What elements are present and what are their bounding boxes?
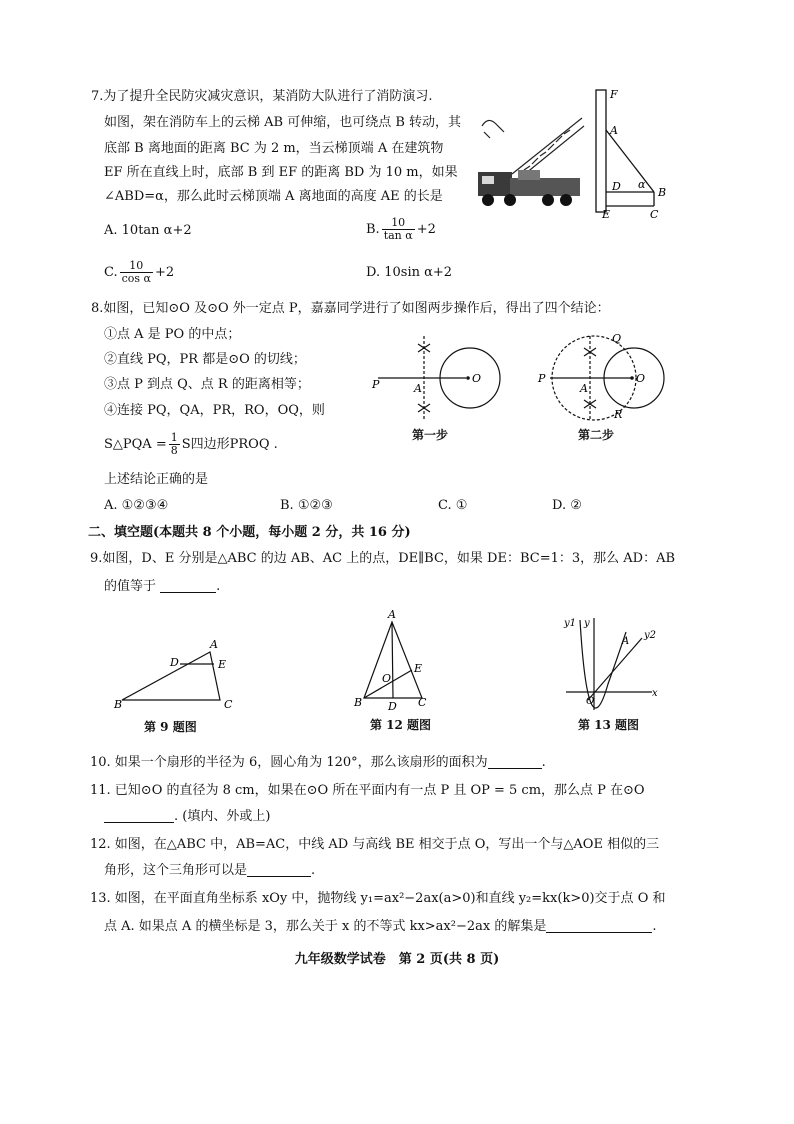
fig13-label-y1: y1 — [564, 618, 577, 629]
q7-geometry-figure — [592, 84, 674, 224]
q8-conclusion-2: ②直线 PQ，PR 都是⊙O 的切线； — [104, 352, 306, 367]
q7-option-c-prefix: C. — [104, 265, 118, 280]
q9-line1: 9.如图，D、E 分别是△ABC 的边 AB、AC 上的点，DE∥BC，如果 DE：BC=1：3，那么 AD：AB — [90, 551, 676, 566]
q13-answer-blank[interactable] — [546, 918, 652, 933]
fig9-triangle — [108, 634, 244, 710]
q11-line2 — [104, 808, 270, 826]
q8-conclusion-1: ①点 A 是 PO 的中点； — [104, 327, 241, 342]
q13-line2-text: 点 A. 如果点 A 的横坐标是 3，那么关于 x 的不等式 kx>ax²−2ax 的解集是 — [104, 919, 547, 934]
q8-option-a: A. ①②③④ — [104, 498, 169, 513]
q7-line5: ∠ABD=α，那么此时云梯顶端 A 离地面的高度 AE 的长是 — [104, 189, 443, 204]
q7-label-C: C — [650, 208, 659, 221]
fig13-label-y: y — [584, 618, 590, 629]
fig12-label-C: C — [418, 696, 427, 709]
fig9-label-C: C — [224, 698, 233, 710]
q7-option-b — [366, 217, 436, 242]
q9-end: . — [216, 579, 221, 594]
q13-line1: 13. 如图，在平面直角坐标系 xOy 中，抛物线 y₁=ax²−2ax(a>0)和直线 y₂=kx(k>0)交于点 O 和 — [90, 891, 666, 906]
q9-line2-text: 的值等于 — [104, 579, 157, 594]
q8-area-left: S△PQA = — [104, 437, 167, 452]
q12-line1: 12. 如图，在△ABC 中，AB=AC，中线 AD 与高线 BE 相交于点 O，写出一个与△AOE 相似的三 — [90, 837, 660, 852]
q8-f1-label-O: O — [472, 372, 482, 385]
q8-f2-label-A: A — [580, 382, 588, 395]
fig12-label-E: E — [414, 662, 423, 675]
q8-f2-label-Q: Q — [612, 332, 622, 345]
q7-option-c-suffix: +2 — [154, 265, 175, 280]
q7-label-B: B — [658, 186, 667, 199]
page-footer: 九年级数学试卷 第 2 页(共 8 页) — [294, 952, 500, 967]
q7-option-a: A. 10tan α+2 — [104, 223, 192, 238]
fig12-label-A: A — [388, 608, 396, 621]
q8-f2-label-O: O — [636, 372, 646, 385]
q8-option-b: B. ①②③ — [280, 498, 333, 513]
fig13-caption: 第 13 题图 — [578, 718, 640, 732]
fire-truck-image — [474, 112, 586, 214]
q10-line — [90, 754, 546, 772]
q7-option-c-num: 10 — [120, 260, 153, 273]
fig9-label-E: E — [218, 658, 227, 671]
q8-f2-label-R: R — [614, 408, 623, 421]
fig13-label-x: x — [652, 688, 658, 699]
q7-line2: 如图，架在消防车上的云梯 AB 可伸缩，也可绕点 B 转动，其 — [104, 115, 462, 130]
q8-conclusion-4: ④连接 PQ，QA，PR，RO，OQ，则 — [104, 403, 325, 418]
fig9-label-A: A — [210, 638, 218, 651]
fig13-label-O: O — [586, 696, 595, 707]
q8-line1: 8.如图，已知⊙O 及⊙O 外一定点 P，嘉嘉同学进行了如图两步操作后，得出了四个结论： — [91, 301, 610, 316]
q7-line3: 底部 B 离地面的距离 BC 为 2 m，当云梯顶端 A 在建筑物 — [104, 141, 444, 156]
q8-step2-figure — [532, 330, 672, 422]
q8-area-formula — [104, 432, 278, 457]
fig9-caption: 第 9 题图 — [144, 720, 197, 734]
q8-f1-label-A: A — [414, 382, 422, 395]
q7-label-F: F — [610, 88, 618, 101]
q9-answer-blank[interactable] — [160, 578, 216, 593]
q9-line2 — [104, 578, 220, 596]
q8-step1-caption: 第一步 — [412, 428, 449, 442]
fig13-graph — [560, 614, 664, 712]
q11-answer-blank[interactable] — [104, 808, 174, 823]
q8-step1-figure — [368, 330, 508, 422]
q10-text: 10. 如果一个扇形的半径为 6，圆心角为 120°，那么该扇形的面积为 — [90, 755, 488, 770]
fig12-label-O: O — [382, 672, 392, 685]
q11-line2-text: . (填内、外或上) — [174, 809, 271, 824]
q7-option-c — [104, 260, 174, 285]
q7-line4: EF 所在直线上时，底部 B 到 EF 的距离 BD 为 10 m，如果 — [104, 165, 458, 180]
fig12-caption: 第 12 题图 — [370, 718, 432, 732]
fig9-label-D: D — [170, 656, 179, 669]
q8-option-d: D. ② — [552, 498, 582, 513]
q7-option-d: D. 10sin α+2 — [366, 265, 453, 280]
q8-question: 上述结论正确的是 — [104, 472, 209, 487]
q8-option-c: C. ① — [438, 498, 468, 513]
q13-end: . — [652, 919, 657, 934]
q8-f2-label-P: P — [538, 372, 546, 385]
q12-answer-blank[interactable] — [247, 862, 311, 877]
q8-f1-label-P: P — [372, 378, 380, 391]
q8-step2-caption: 第二步 — [578, 428, 615, 442]
q7-option-b-prefix: B. — [366, 222, 380, 237]
q12-end: . — [311, 863, 316, 878]
q10-end: . — [541, 755, 546, 770]
q8-area-num: 1 — [170, 431, 178, 444]
q7-option-c-den: cos α — [121, 272, 151, 285]
fig12-label-B: B — [354, 696, 363, 709]
q13-line2 — [104, 918, 656, 936]
fig12-triangle — [350, 608, 440, 712]
q7-option-b-suffix: +2 — [416, 222, 436, 237]
q12-line2-text: 角形，这个三角形可以是 — [104, 863, 248, 878]
q10-answer-blank[interactable] — [488, 754, 542, 769]
fig13-label-y2: y2 — [644, 630, 657, 641]
q7-line1: 7.为了提升全民防灾减灾意识，某消防大队进行了消防演习. — [91, 89, 433, 104]
q7-label-E: E — [602, 208, 611, 221]
q7-label-A: A — [610, 124, 618, 137]
q8-conclusion-3: ③点 P 到点 Q、点 R 的距离相等； — [104, 377, 310, 392]
q7-label-alpha: α — [638, 178, 646, 191]
q8-area-right: S四边形PROQ . — [181, 437, 278, 452]
q7-option-b-num: 10 — [382, 217, 415, 230]
q7-label-D: D — [612, 180, 621, 193]
fig12-label-D: D — [388, 700, 397, 712]
q11-line1: 11. 已知⊙O 的直径为 8 cm，如果在⊙O 所在平面内有一点 P 且 OP = 5 cm，那么点 P 在⊙O — [90, 783, 645, 798]
q7-option-b-den: tan α — [383, 229, 413, 242]
q12-line2 — [104, 862, 315, 880]
fig9-label-B: B — [114, 698, 123, 710]
section-2-heading: 二、填空题(本题共 8 个小题，每小题 2 分，共 16 分) — [88, 525, 411, 540]
fig13-label-A: A — [622, 636, 630, 647]
q8-area-den: 8 — [170, 444, 178, 457]
